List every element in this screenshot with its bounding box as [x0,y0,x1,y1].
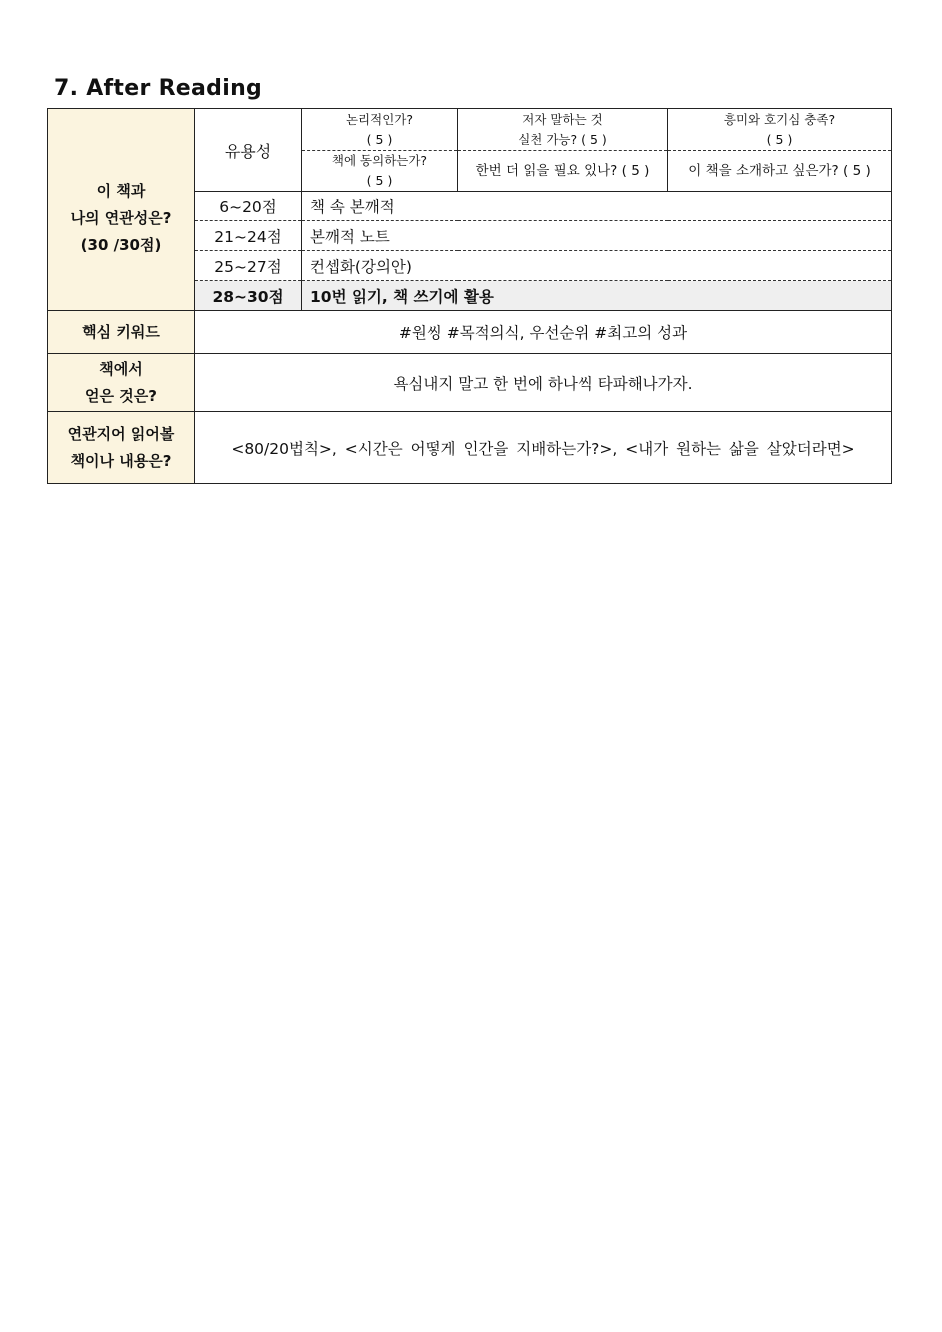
gained-label: 책에서 얻은 것은? [48,354,195,412]
after-reading-table [47,108,892,484]
criterion-agree: 책에 동의하는가? ( 5 ) [302,151,458,192]
related-label: 연관지어 읽어볼 책이나 내용은? [48,412,195,484]
criterion-interest: 흥미와 호기심 충족? ( 5 ) [668,109,892,151]
range-4-desc: 10번 읽기, 책 쓰기에 활용 [302,281,892,311]
range-2: 21~24점 [195,221,302,251]
relevance-header: 이 책과 나의 연관성은? (30 /30점) [48,109,195,311]
range-1: 6~20점 [195,192,302,221]
usefulness-label: 유용성 [195,109,302,192]
keywords-value: #원씽 #목적의식, 우선순위 #최고의 성과 [195,311,892,354]
gained-value: 욕심내지 말고 한 번에 하나씩 타파해나가자. [195,354,892,412]
range-2-desc: 본깨적 노트 [302,221,892,251]
criterion-practical: 저자 말하는 것 실천 가능? ( 5 ) [458,109,668,151]
criterion-recommend: 이 책을 소개하고 싶은가? ( 5 ) [668,151,892,192]
range-3-desc: 컨셉화(강의안) [302,251,892,281]
criterion-logical: 논리적인가? ( 5 ) [302,109,458,151]
section-title: 7. After Reading [54,76,263,101]
criterion-reread: 한번 더 읽을 필요 있나? ( 5 ) [458,151,668,192]
range-3: 25~27점 [195,251,302,281]
related-value: <80/20법칙>, <시간은 어떻게 인간을 지배하는가?>, <내가 원하는 삶을 살았더라면> [195,412,892,484]
keywords-label: 핵심 키워드 [48,311,195,354]
range-4: 28~30점 [195,281,302,311]
range-1-desc: 책 속 본깨적 [302,192,892,221]
